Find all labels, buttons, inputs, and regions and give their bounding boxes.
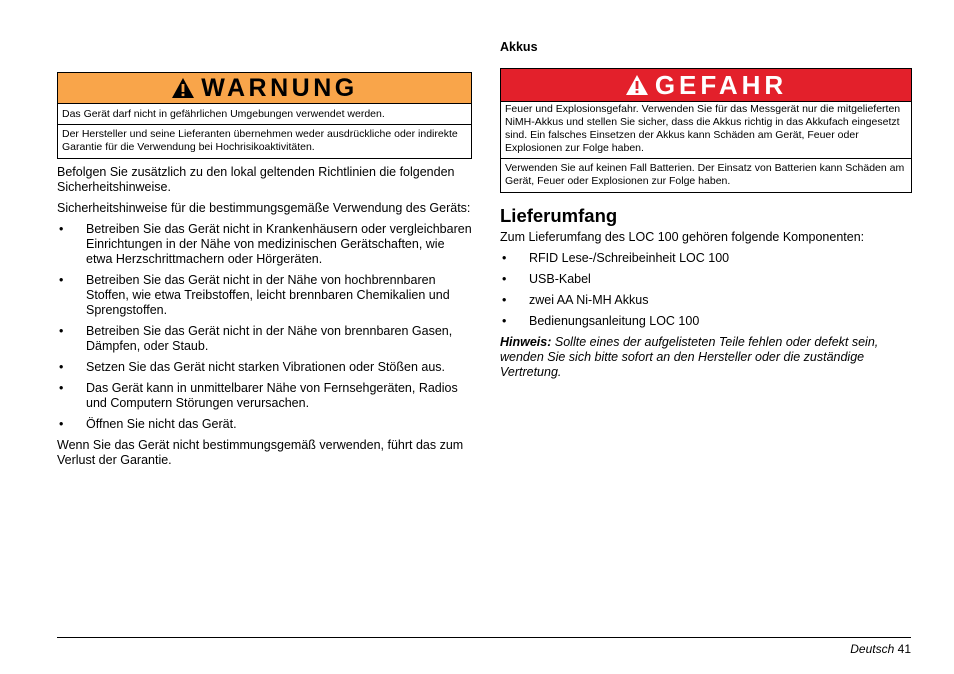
list-item: • Setzen Sie das Gerät nicht starken Vibrationen oder Stößen aus.: [59, 360, 446, 374]
list-item: • Das Gerät kann in unmittelbarer Nähe von Fernsehgeräten, Radios und Computern Störungen verursachen.: [59, 381, 458, 410]
list-item: • Betreiben Sie das Gerät nicht in der Nähe von hochbrennbaren Stoffen, wie etwa Treibstoffen, leicht brennbaren Chemikalien und Sprengstoffen.: [59, 273, 450, 317]
page-number: 41: [897, 642, 911, 656]
danger-text-1: Feuer und Explosionsgefahr. Verwenden Sie für das Messgerät nur die mitgelieferten NiMH-Akkus und stellen Sie sicher, dass die Akkus richtig in das Akkufach eingesetzt sind. Ein falsches Einsetzen der Akkus kann Schäden am Gerät, Feuer oder Explosionen zur Folge haben.: [505, 103, 901, 154]
page-footer: [850, 642, 911, 656]
note-label: Hinweis:: [500, 335, 552, 349]
danger-banner: [501, 69, 911, 102]
note-text: Sollte eines der aufgelisteten Teile fehlen oder defekt sein, wenden Sie sich bitte sofort an den Hersteller oder die zuständige Vertretung.: [500, 335, 879, 379]
warning-triangle-icon: [171, 77, 195, 99]
danger-text-2: Verwenden Sie auf keinen Fall Batterien. Der Einsatz von Batterien kann Schäden am Gerät, Feuer oder Explosionen zur Folge haben.: [501, 158, 911, 192]
warning-box: [57, 72, 472, 159]
left-column: [57, 72, 472, 468]
warning-banner: [58, 73, 471, 104]
footer-language: Deutsch: [850, 642, 895, 656]
list-item: • Betreiben Sie das Gerät nicht in der Nähe von brennbaren Gasen, Dämpfen, oder Staub.: [59, 324, 453, 353]
scope-intro: Zum Lieferumfang des LOC 100 gehören folgende Komponenten:: [500, 230, 865, 244]
akkus-heading: Akkus: [500, 40, 538, 54]
section-title: Lieferumfang: [500, 205, 618, 226]
list-item: • Bedienungsanleitung LOC 100: [502, 314, 700, 328]
scope-list: [500, 251, 912, 329]
closing-paragraph: Wenn Sie das Gerät nicht bestimmungsgemäß verwenden, führt das zum Verlust der Garantie.: [57, 438, 464, 467]
list-item: • USB-Kabel: [502, 272, 591, 286]
list-item: • RFID Lese-/Schreibeinheit LOC 100: [502, 251, 730, 265]
usage-paragraph: Sicherheitshinweise für die bestimmungsgemäße Verwendung des Geräts:: [57, 201, 471, 215]
intro-paragraph: Befolgen Sie zusätzlich zu den lokal geltenden Richtlinien die folgenden Sicherheitshinweise.: [57, 165, 455, 194]
list-item: • Betreiben Sie das Gerät nicht in Krankenhäusern oder vergleichbaren Einrichtungen in der Nähe von medizinischen Gerätschaften, wie etwa Herzschrittmachern oder Hörgeräten.: [59, 222, 472, 266]
warning-title: WARNUNG: [201, 74, 358, 102]
danger-box: [500, 68, 912, 193]
note-paragraph: [500, 335, 912, 380]
list-item: • Öffnen Sie nicht das Gerät.: [59, 417, 237, 431]
footer-divider: [57, 637, 911, 638]
warning-triangle-icon: [625, 74, 649, 96]
list-item: • zwei AA Ni-MH Akkus: [502, 293, 649, 307]
safety-list: [57, 222, 472, 432]
warning-text-1: Das Gerät darf nicht in gefährlichen Umgebungen verwendet werden.: [62, 108, 385, 120]
right-column: [500, 40, 912, 380]
danger-title: GEFAHR: [654, 70, 788, 100]
warning-text-2: Der Hersteller und seine Lieferanten übernehmen weder ausdrückliche oder indirekte Garantie für die Verwendung bei Hochrisikoaktivitäten.: [58, 124, 471, 158]
